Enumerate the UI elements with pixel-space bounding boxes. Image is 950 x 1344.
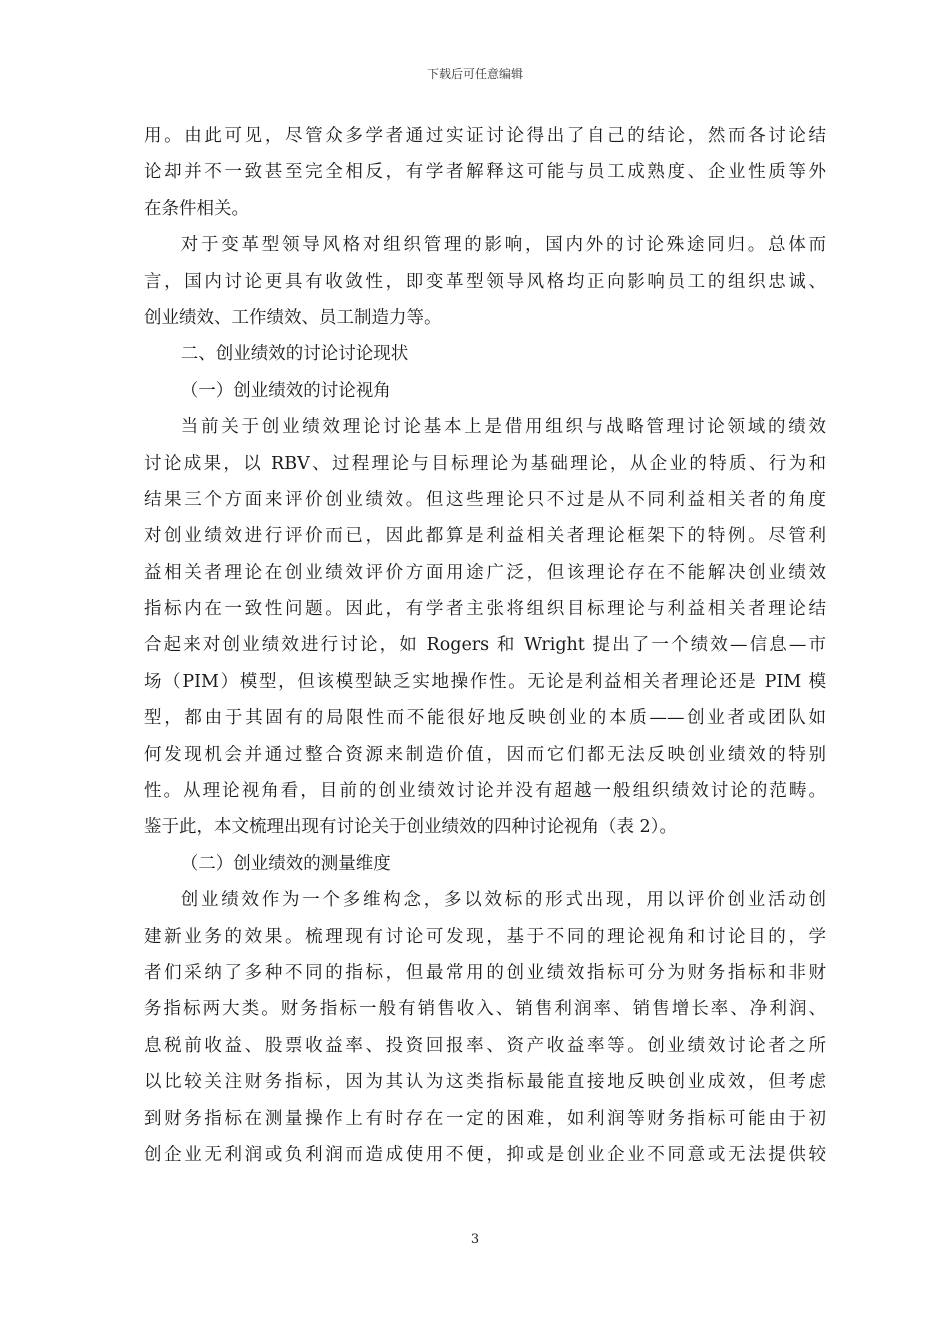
text-line: 息税前收益、股票收益率、投资回报率、资产收益率等。创业绩效讨论者之所 [144,1035,826,1056]
text-line: 务指标两大类。财务指标一般有销售收入、销售利润率、销售增长率、净利润、 [144,999,826,1020]
text-line: 二、创业绩效的讨论讨论现状 [180,344,409,365]
page-number: 3 [470,1232,480,1247]
text-line: 用。由此可见，尽管众多学者通过实证讨论得出了自己的结论，然而各讨论结 [144,126,826,146]
text-line: 鉴于此，本文梳理出现有讨论关于创业绩效的四种讨论视角（表 2）。 [144,817,677,838]
text-line: 型，都由于其固有的局限性而不能很好地反映创业的本质——创业者或团队如 [144,708,826,729]
text-line: 对于变革型领导风格对组织管理的影响，国内外的讨论殊途同归。总体而 [180,235,826,256]
text-line: 性。从理论视角看，目前的创业绩效讨论并没有超越一般组织绩效讨论的范畴。 [144,781,826,802]
text-line: 场（PIM）模型，但该模型缺乏实地操作性。无论是利益相关者理论还是 PIM 模 [144,671,826,692]
text-line: 合起来对创业绩效进行讨论，如 Rogers 和 Wright 提出了一个绩效—信息—市 [144,635,826,656]
text-line: 者们采纳了多种不同的指标，但最常用的创业绩效指标可分为财务指标和非财 [144,962,826,983]
page-header: 下载后可任意编辑 [426,67,523,81]
text-line: （一）创业绩效的讨论视角 [180,380,391,401]
body-text [144,118,826,1173]
text-line: 论却并不一致甚至完全相反，有学者解释这可能与员工成熟度、企业性质等外 [144,162,826,183]
text-line: 当前关于创业绩效理论讨论基本上是借用组织与战略管理讨论领域的绩效 [180,417,826,438]
text-line: 创企业无利润或负利润而造成使用不便，抑或是创业企业不同意或无法提供较 [144,1144,826,1165]
text-line: 指标内在一致性问题。因此，有学者主张将组织目标理论与利益相关者理论结 [144,599,826,620]
text-line: 在条件相关。 [144,198,249,219]
text-line: 创业绩效作为一个多维构念，多以效标的形式出现，用以评价创业活动创 [180,890,826,911]
text-line: 结果三个方面来评价创业绩效。但这些理论只不过是从不同利益相关者的角度 [144,489,826,510]
text-line: （二）创业绩效的测量维度 [180,853,391,874]
text-line: 以比较关注财务指标，因为其认为这类指标最能直接地反映创业成效，但考虑 [144,1072,826,1093]
text-line: 益相关者理论在创业绩效评价方面用途广泛，但该理论存在不能解决创业绩效 [144,562,826,583]
text-line: 何发现机会并通过整合资源来制造价值，因而它们都无法反映创业绩效的特别 [144,744,826,765]
text-line: 讨论成果，以 RBV、过程理论与目标理论为基础理论，从企业的特质、行为和 [144,453,826,474]
text-line: 到财务指标在测量操作上有时存在一定的困难，如利润等财务指标可能由于初 [144,1108,826,1129]
text-line: 创业绩效、工作绩效、员工制造力等。 [144,307,442,328]
text-line: 对创业绩效进行评价而已，因此都算是利益相关者理论框架下的特例。尽管利 [144,526,826,547]
text-line: 言，国内讨论更具有收敛性，即变革型领导风格均正向影响员工的组织忠诚、 [144,271,826,292]
text-line: 建新业务的效果。梳理现有讨论可发现，基于不同的理论视角和讨论目的，学 [144,926,826,947]
